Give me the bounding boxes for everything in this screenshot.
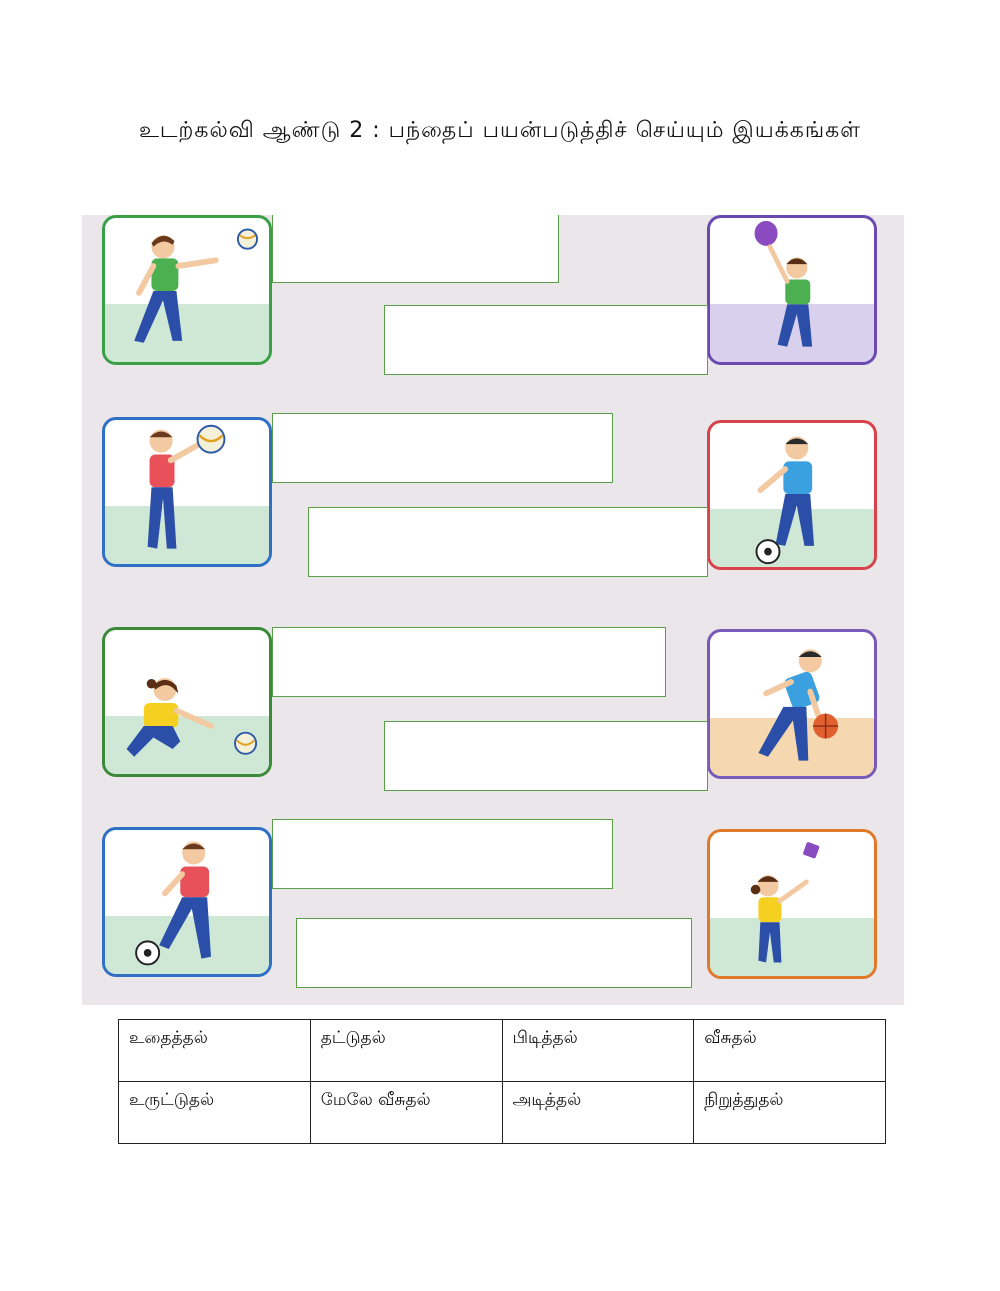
picture-boy-catching	[102, 417, 272, 567]
picture-boy-throwing	[102, 215, 272, 365]
picture-boy-bouncing	[707, 629, 877, 779]
activity-panel	[82, 215, 904, 1005]
answer-box-5[interactable]	[272, 627, 666, 697]
girl-tossing-figure	[710, 832, 874, 976]
answer-box-2[interactable]	[384, 305, 708, 375]
picture-girl-balloon	[707, 215, 877, 365]
girl-rolling-figure	[105, 630, 269, 774]
girl-balloon-figure	[710, 218, 874, 362]
word-bank-table	[118, 1019, 886, 1144]
picture-girl-rolling	[102, 627, 272, 777]
picture-girl-tossing	[707, 829, 877, 979]
picture-boy-stopping	[707, 420, 877, 570]
word-bank-row	[119, 1082, 886, 1144]
word-bank-cell[interactable]: பிடித்தல்	[502, 1020, 694, 1082]
word-bank-cell[interactable]: தட்டுதல்	[310, 1020, 502, 1082]
answer-box-8[interactable]	[296, 918, 692, 988]
answer-box-6[interactable]	[384, 721, 708, 791]
boy-throwing-figure	[105, 218, 269, 362]
answer-box-7[interactable]	[272, 819, 613, 889]
boy-kicking-figure	[105, 830, 269, 974]
boy-catching-figure	[105, 420, 269, 564]
word-bank-cell[interactable]: வீசுதல்	[694, 1020, 886, 1082]
answer-box-1[interactable]	[272, 215, 559, 283]
picture-boy-kicking	[102, 827, 272, 977]
answer-box-3[interactable]	[272, 413, 613, 483]
answer-box-4[interactable]	[308, 507, 708, 577]
word-bank-cell[interactable]: நிறுத்துதல்	[694, 1082, 886, 1144]
word-bank-cell[interactable]: உதைத்தல்	[119, 1020, 311, 1082]
boy-bouncing-figure	[710, 632, 874, 776]
word-bank-cell[interactable]: உருட்டுதல்	[119, 1082, 311, 1144]
word-bank-cell[interactable]: அடித்தல்	[502, 1082, 694, 1144]
word-bank-cell[interactable]: மேலே வீசுதல்	[310, 1082, 502, 1144]
page-title: உடற்கல்வி ஆண்டு 2 : பந்தைப் பயன்படுத்திச் செய்யும் இயக்கங்கள்	[138, 118, 862, 143]
boy-stopping-figure	[710, 423, 874, 567]
word-bank-row	[119, 1020, 886, 1082]
